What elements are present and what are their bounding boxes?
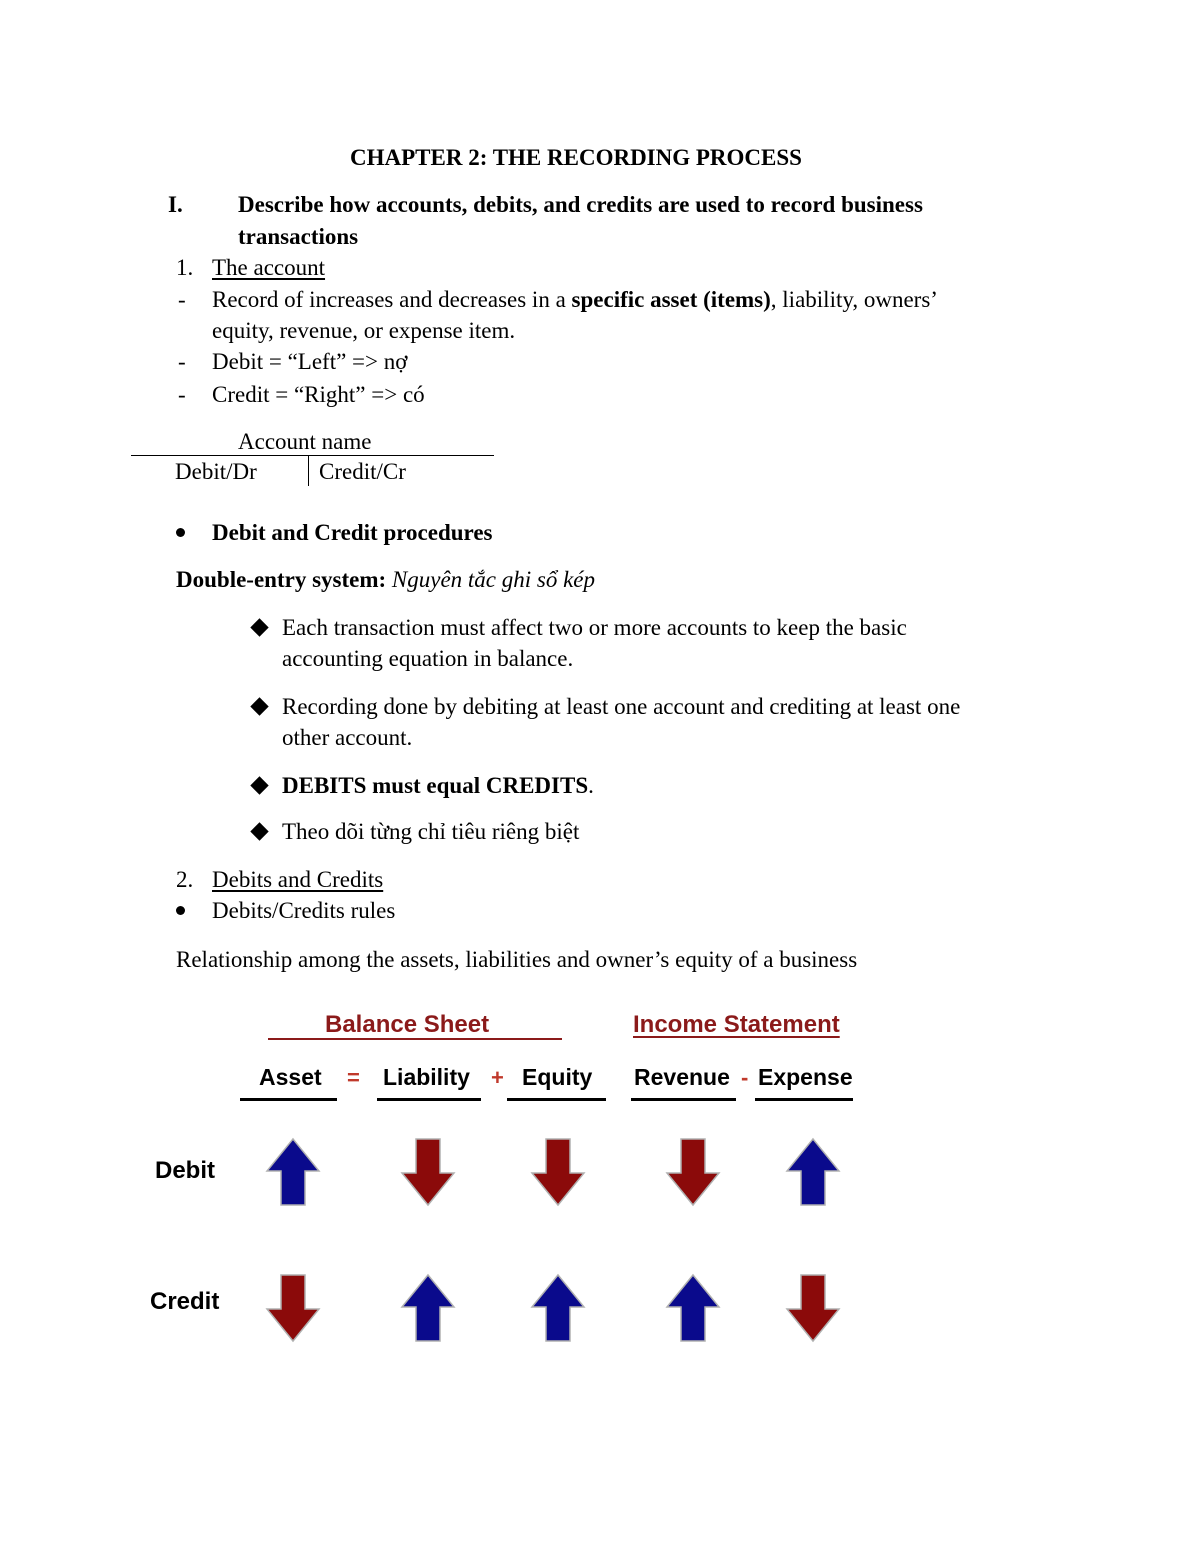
arrow-down-icon-debit-liability — [400, 1137, 456, 1207]
bullet-text-continued: equity, revenue, or expense item. — [212, 318, 516, 343]
column-underline — [631, 1098, 736, 1101]
double-entry-translation: Nguyên tắc ghi sổ kép — [391, 567, 596, 592]
row-label-debit: Debit — [155, 1157, 215, 1184]
bullet-text-debit: Debit = “Left” => nợ — [212, 349, 408, 374]
dash-bullet: - — [178, 382, 186, 407]
point-2-line2: other account. — [282, 725, 413, 750]
procedures-heading: Debit and Credit procedures — [212, 520, 493, 545]
bullet-text-credit: Credit = “Right” => có — [212, 382, 425, 407]
t-account-divider — [308, 456, 309, 486]
column-underline — [377, 1098, 481, 1101]
diamond-bullet-icon — [250, 822, 268, 840]
column-liability: Liability — [383, 1064, 470, 1090]
item-heading-account: The account — [212, 255, 326, 280]
arrow-up-icon-credit-revenue — [665, 1273, 721, 1343]
column-underline — [507, 1098, 606, 1101]
column-asset: Asset — [259, 1064, 322, 1090]
column-revenue: Revenue — [634, 1064, 730, 1090]
operator-minus: - — [741, 1065, 749, 1090]
row-label-credit: Credit — [150, 1288, 220, 1315]
arrow-up-icon-credit-liability — [400, 1273, 456, 1343]
dash-bullet: - — [178, 287, 186, 312]
bullet-text — [212, 284, 938, 315]
t-account-debit: Debit/Dr — [175, 459, 257, 484]
column-expense: Expense — [758, 1064, 853, 1090]
section-number: I. — [168, 192, 183, 217]
diamond-bullet-icon — [250, 618, 268, 636]
point-4: Theo dõi từng chỉ tiêu riêng biệt — [282, 819, 580, 844]
bullet-text-bold: specific asset (items) — [571, 287, 771, 312]
operator-equals: = — [347, 1065, 360, 1090]
column-equity: Equity — [522, 1064, 593, 1090]
double-entry-label: Double-entry system: — [176, 567, 387, 592]
arrow-up-icon-credit-equity — [530, 1273, 586, 1343]
t-account-credit: Credit/Cr — [319, 459, 406, 484]
arrow-up-icon-debit-asset — [265, 1137, 321, 1207]
income-statement-heading: Income Statement — [633, 1011, 840, 1038]
balance-sheet-underline — [268, 1038, 562, 1040]
point-1-line1: Each transaction must affect two or more accounts to keep the basic — [282, 615, 907, 640]
t-account-name: Account name — [238, 429, 372, 454]
bullet-dot — [176, 906, 185, 915]
diamond-bullet-icon — [250, 776, 268, 794]
item-heading-debits-credits: Debits and Credits — [212, 867, 384, 892]
point-3-bold: DEBITS must equal CREDITS — [282, 773, 589, 798]
bullet-text-pre: Record of increases and decreases in a — [212, 287, 572, 312]
bullet-dot — [176, 528, 185, 537]
section-heading-line2: transactions — [238, 224, 359, 249]
operator-plus: + — [491, 1065, 504, 1090]
diamond-bullet-icon — [250, 697, 268, 715]
arrow-down-icon-credit-asset — [265, 1273, 321, 1343]
point-1-line2: accounting equation in balance. — [282, 646, 574, 671]
arrow-down-icon-debit-equity — [530, 1137, 586, 1207]
point-3-post: . — [588, 773, 594, 798]
point-3 — [282, 770, 594, 801]
section-heading-line1: Describe how accounts, debits, and credits are used to record business — [238, 192, 923, 217]
relationship-text: Relationship among the assets, liabilities and owner’s equity of a business — [176, 947, 858, 972]
dash-bullet: - — [178, 349, 186, 374]
item-number: 1. — [176, 255, 194, 280]
page-title: CHAPTER 2: THE RECORDING PROCESS — [350, 145, 802, 170]
arrow-down-icon-credit-expense — [785, 1273, 841, 1343]
arrow-up-icon-debit-expense — [785, 1137, 841, 1207]
arrow-down-icon-debit-revenue — [665, 1137, 721, 1207]
double-entry-line — [176, 564, 595, 595]
item-number: 2. — [176, 867, 194, 892]
rules-bullet: Debits/Credits rules — [212, 898, 396, 923]
column-underline — [240, 1098, 337, 1101]
point-2-line1: Recording done by debiting at least one account and crediting at least one — [282, 694, 961, 719]
balance-sheet-heading: Balance Sheet — [325, 1011, 490, 1038]
bullet-text-post: , liability, owners’ — [770, 287, 938, 312]
column-underline — [755, 1098, 853, 1101]
